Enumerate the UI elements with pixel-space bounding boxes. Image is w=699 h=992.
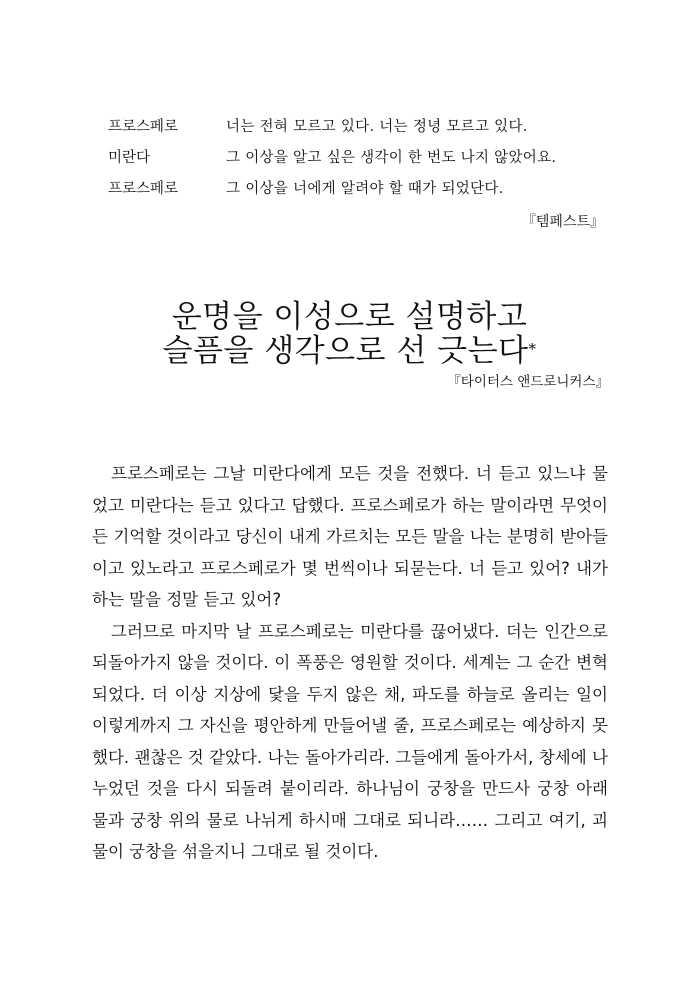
- title-line-1: 운명을 이성으로 설명하고: [171, 299, 528, 335]
- epigraph-dialogue: [108, 112, 608, 205]
- paragraph: 프로스페로는 그날 미란다에게 모든 것을 전했다. 너 듣고 있느냐 물었고 미란다는 듣고 있다고 답했다. 프로스페로가 하는 말이라면 무엇이든 기억할 것이라고 당신이 내게 가르치는 모든 말을 나는 분명히 받아들이고 있노라고 프로스페로가 몇 번씩이나 되묻는다. 너 듣고 있어? 내가 하는 말을 정말 듣고 있어?: [92, 464, 608, 609]
- epigraph-source: 『템페스트』: [521, 214, 604, 230]
- speaker-name: 미란다: [108, 150, 151, 166]
- speech-text: 그 이상을 알고 싶은 생각이 한 번도 나지 않았어요.: [226, 150, 557, 166]
- paragraph: 그러므로 마지막 날 프로스페로는 미란다를 끊어냈다. 더는 인간으로 되돌아가지 않을 것이다. 이 폭풍은 영원할 것이다. 세계는 그 순간 변혁되었다. 더 이상 지상에 닻을 두지 않은 채, 파도를 하늘로 올리는 일이 이렇게까지 그 자신을 평안하게 만들어낼 줄, 프로스페로는 예상하지 못했다. 괜찮은 것 같았다. 나는 돌아가리라. 그들에게 돌아가서, 창세에 나누었던 것을 다시 되돌려 붙이리라. 하나님이 궁창을 만드사 궁창 아래 물과 궁창 위의 물로 나뉘게 하시매 그대로 되니라…… 그리고 여기, 괴물이 궁창을 섞을지니 그대로 될 것이다.: [92, 621, 608, 861]
- footnote-marker: *: [528, 340, 537, 358]
- speaker-name: 프로스페로: [108, 181, 179, 197]
- epigraph-line: [108, 143, 608, 174]
- title-source: 『타이터스 앤드로니커스』: [447, 374, 609, 390]
- speaker-name: 프로스페로: [108, 119, 179, 135]
- chapter-title: [0, 300, 699, 368]
- speech-text: 너는 전혀 모르고 있다. 너는 정녕 모르고 있다.: [226, 119, 528, 135]
- epigraph-line: [108, 112, 608, 143]
- title-line-2: [0, 334, 699, 368]
- body-text: [92, 458, 608, 868]
- epigraph-line: [108, 174, 608, 205]
- speech-text: 그 이상을 너에게 알려야 할 때가 되었단다.: [226, 181, 504, 197]
- title-line-2-text: 슬픔을 생각으로 선 긋는다: [162, 333, 529, 369]
